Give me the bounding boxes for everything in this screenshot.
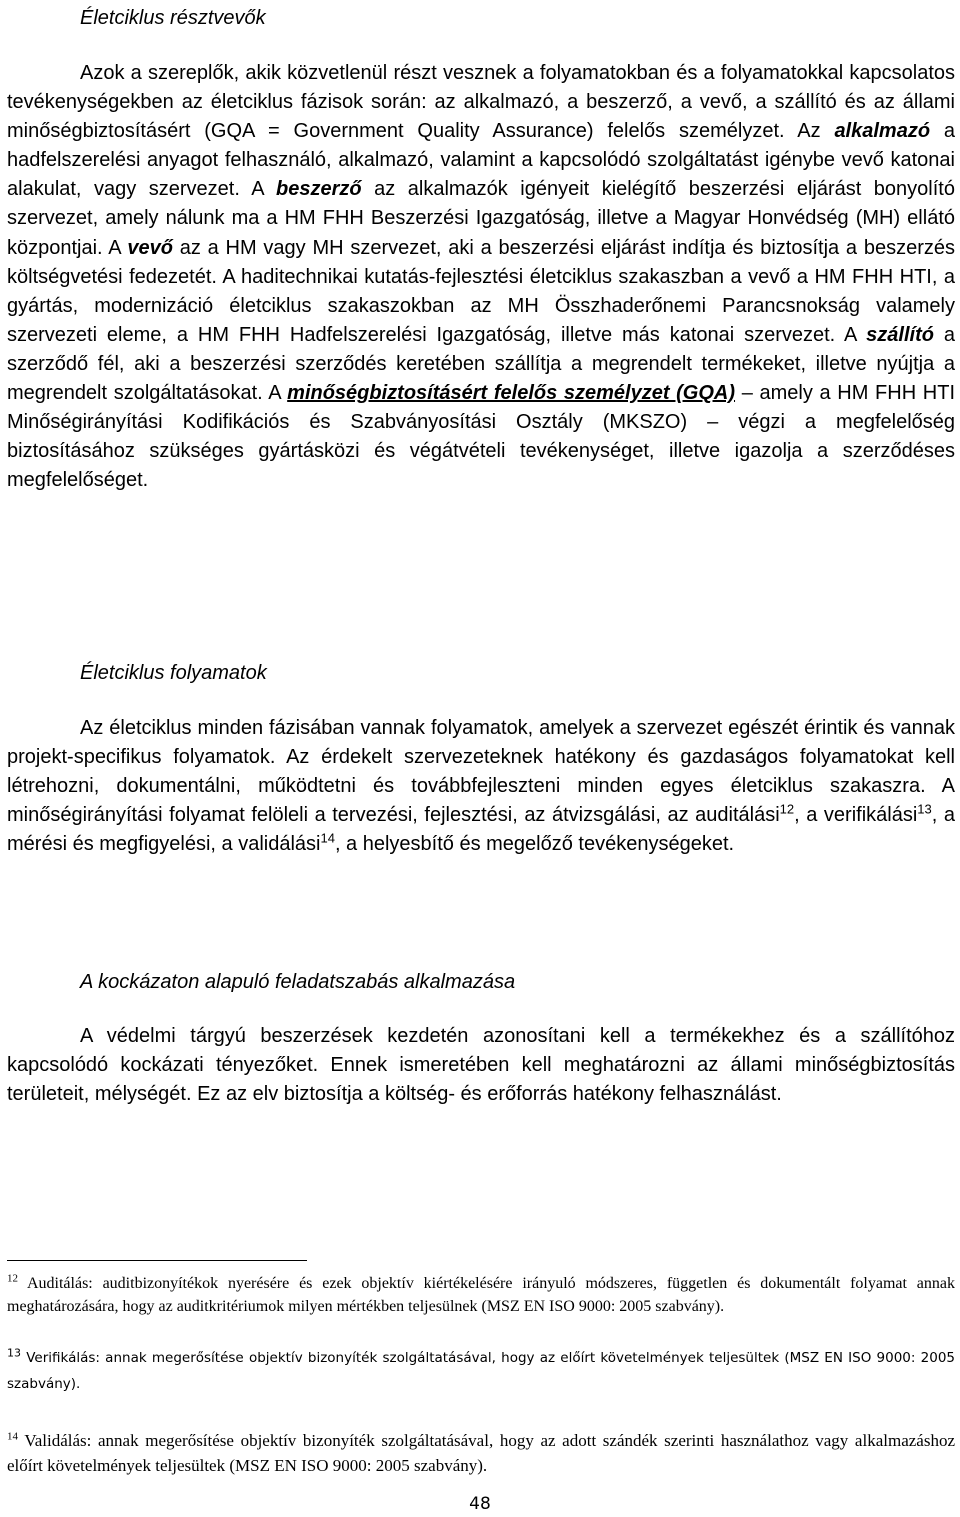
term-alkalmazo: alkalmazó (834, 120, 931, 143)
footnote-number: 14 (7, 1430, 18, 1443)
footnote-12 (7, 1272, 955, 1318)
footnote-ref-13: 13 (917, 801, 932, 817)
footnote-13 (7, 1345, 955, 1397)
footnote-text: Auditálás: auditbizonyítékok nyerésére és ezek objektív kiértékelésére irányuló módszeres, független és dokumentált folyamat annak meghatározására, hogy az auditkritériumok milyen mértékben teljesülnek (MSZ EN ISO 9000: 2005 szabvány). (7, 1275, 956, 1315)
page-number: 48 (469, 1494, 491, 1514)
term-vevo: vevő (127, 236, 173, 259)
footnote-text: Validálás: annak megerősítése objektív bizonyíték szolgáltatásával, hogy az adott szándék szerinti használathoz vagy alkalmazáshoz előírt követelmények teljesültek (MSZ EN ISO 9000: 2005 szabvány). (7, 1431, 955, 1475)
section-heading-folyamatok: Életciklus folyamatok (80, 662, 267, 684)
term-beszerzo: beszerző (276, 178, 362, 201)
footnote-text: Verifikálás: annak megerősítése objektív bizonyíték szolgáltatásával, hogy az előírt követelmények teljesültek (MSZ EN ISO 9000: 2005 szabvány). (7, 1350, 956, 1392)
paragraph-folyamatok (7, 714, 955, 859)
text-run: az a HM vagy MH szervezet, aki a beszerzési eljárást indítja és biztosítja a beszerzés költségvetési fedezetét. A haditechnikai kutatás-fejlesztési életciklus szakaszban a vevő a HM FHH HTI, a gyártás, modernizáció életciklus szakaszokban az MH Összhaderőnemi Parancsnokság valamely szervezeti eleme, a HM FHH Hadfelszerelési Igazgatóság, illetve más katonai szervezet. A (7, 236, 955, 346)
text-run: – amely a HM FHH HTI Minőségirányítási Kodifikációs és Szabványosítási Osztály (MKSZO) – végzi a megfelelőség biztosításához szükséges gyártásközi és végátvételi tevékenységet, illetve igazolja a szerződéses megfelelőséget. (7, 382, 956, 492)
text-run: , a verifikálási (794, 804, 918, 827)
text-run: a szerződő fél, aki a beszerzési szerződés keretében szállítja a megrendelt termékeket, illetve nyújtja a megrendelt szolgáltatásokat. A (7, 323, 955, 405)
footnote-14 (7, 1428, 955, 1478)
text-run: a hadfelszerelési anyagot felhasználó, alkalmazó, valamint a kapcsolódó szolgáltatást igénybe vevő katonai alakulat, vagy szervezet. A (7, 120, 955, 201)
section-heading-resztvevok: Életciklus résztvevők (80, 7, 266, 29)
term-szallito: szállító (866, 323, 934, 346)
text-run: , a helyesbítő és megelőző tevékenységeket. (334, 833, 735, 856)
footnote-number: 13 (7, 1346, 21, 1360)
section-heading-kockazat: A kockázaton alapuló feladatszabás alkalmazása (80, 971, 516, 993)
paragraph-kockazat: A védelmi tárgyú beszerzések kezdetén azonosítani kell a termékekhez és a szállítóhoz kapcsolódó kockázati tényezőket. Ennek ismeretében kell meghatározni az állami minőségbiztosítás területeit, mélységét. Ez az elv biztosítja a költség- és erőforrás hatékony felhasználást. (7, 1025, 955, 1106)
footnote-number: 12 (7, 1272, 18, 1285)
footnote-separator (7, 1260, 307, 1261)
footnote-ref-14: 14 (320, 830, 335, 846)
text-run: Az életciklus minden fázisában vannak folyamatok, amelyek a szervezet egészét érintik és vannak projekt-specifikus folyamatok. Az érdekelt szervezeteknek hatékony és gazdaságos folyamatokat kell létrehozni, dokumentálni, működtetni és továbbfejleszteni minden egyes életciklus szakaszra. A minőségirányítási folyamat felöleli a tervezési, fejlesztési, az átvizsgálási, az auditálási (7, 717, 955, 827)
term-gqa: minőségbiztosításért felelős személyzet (GQA) (287, 382, 736, 405)
footnote-ref-12: 12 (779, 801, 795, 817)
text-run: Azok a szereplők, akik közvetlenül részt vesznek a folyamatokban és a folyamatokkal kapcsolatos tevékenységekben az életciklus fázisok során: az alkalmazó, a beszerző, a vevő, a szállító és az állami minőségbiztosításért (GQA = Government Quality Assurance) felelős személyzet. Az (7, 62, 955, 143)
text-run: az alkalmazók igényeit kielégítő beszerzési eljárást bonyolító szervezet, amely nálunk ma a HM FHH Beszerzési Igazgatóság, illetve a Magyar Honvédség (MH) ellátó központjai. A (7, 178, 955, 259)
paragraph-resztvevok (7, 59, 955, 495)
text-run: , a mérési és megfigyelési, a validálási (7, 804, 955, 856)
